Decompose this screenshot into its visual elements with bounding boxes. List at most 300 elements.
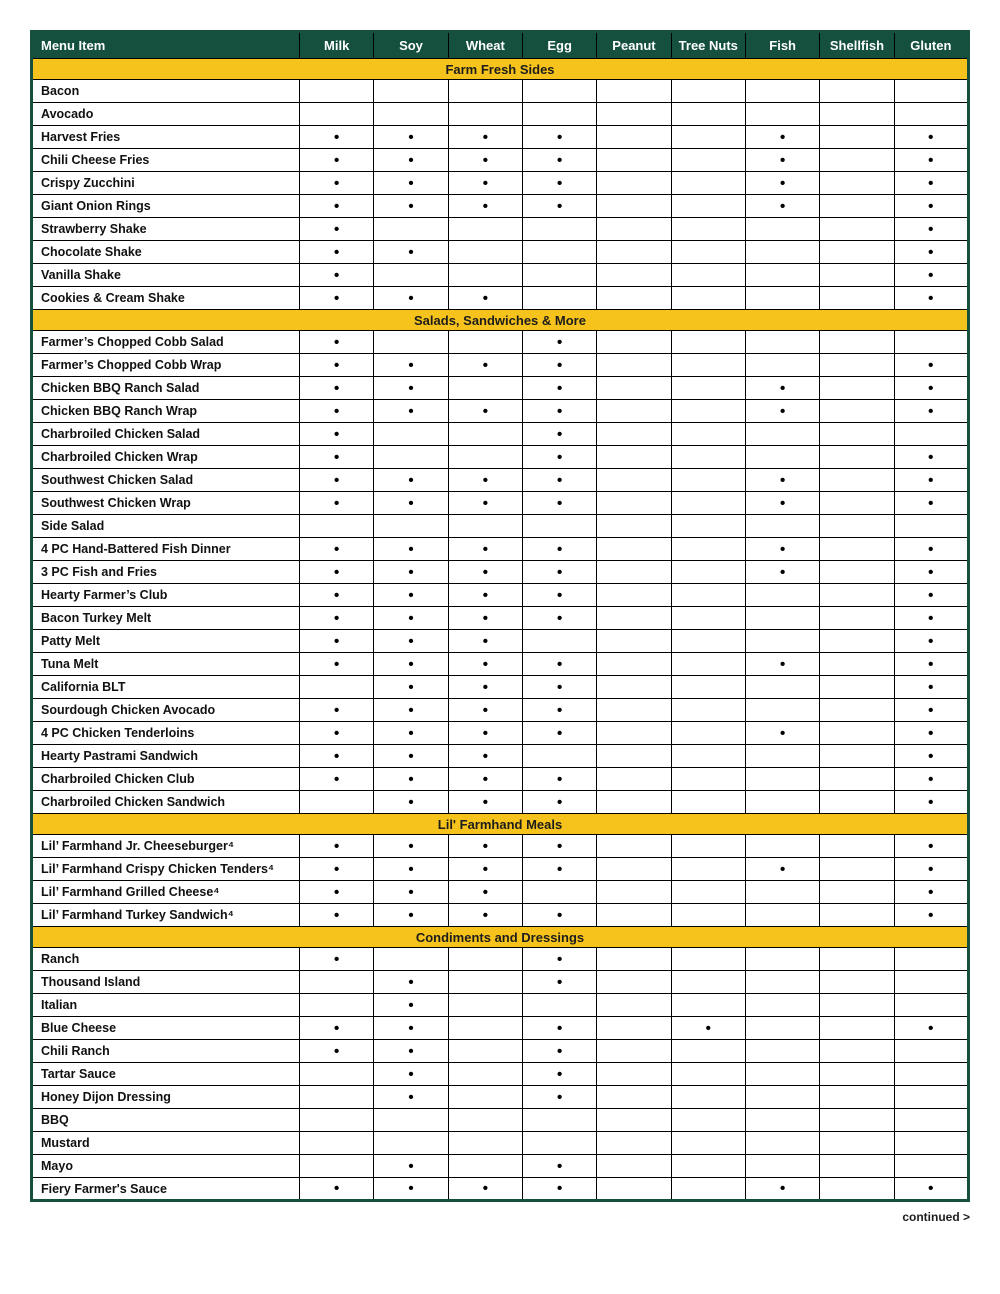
table-row <box>32 1040 969 1063</box>
allergen-dot-milk: • <box>300 1017 374 1040</box>
menu-item-name: Sourdough Chicken Avocado <box>32 699 300 722</box>
allergen-dot-milk: • <box>300 561 374 584</box>
allergen-cell-shellfish <box>820 1109 894 1132</box>
menu-item-name: Southwest Chicken Salad <box>32 469 300 492</box>
allergen-cell-gluten <box>894 994 968 1017</box>
allergen-dot-egg: • <box>522 584 596 607</box>
allergen-cell-shellfish <box>820 80 894 103</box>
menu-item-name: Farmer’s Chopped Cobb Salad <box>32 331 300 354</box>
allergen-cell-shellfish <box>820 835 894 858</box>
table-row <box>32 1109 969 1132</box>
allergen-cell-fish <box>745 103 819 126</box>
allergen-cell-shellfish <box>820 768 894 791</box>
column-header-soy: Soy <box>374 32 448 59</box>
allergen-cell-milk <box>300 80 374 103</box>
table-row <box>32 653 969 676</box>
allergen-cell-egg <box>522 1132 596 1155</box>
allergen-dot-egg: • <box>522 858 596 881</box>
allergen-cell-fish <box>745 287 819 310</box>
allergen-dot-wheat: • <box>448 1178 522 1201</box>
allergen-dot-milk: • <box>300 653 374 676</box>
table-row <box>32 354 969 377</box>
allergen-cell-tree_nuts <box>671 446 745 469</box>
allergen-cell-wheat <box>448 218 522 241</box>
allergen-cell-gluten <box>894 1063 968 1086</box>
allergen-cell-tree_nuts <box>671 172 745 195</box>
allergen-cell-peanut <box>597 653 671 676</box>
allergen-dot-wheat: • <box>448 584 522 607</box>
table-row <box>32 103 969 126</box>
menu-item-name: Avocado <box>32 103 300 126</box>
table-row <box>32 538 969 561</box>
table-row <box>32 858 969 881</box>
allergen-dot-milk: • <box>300 446 374 469</box>
allergen-cell-wheat <box>448 1155 522 1178</box>
table-row <box>32 1017 969 1040</box>
table-row <box>32 492 969 515</box>
allergen-cell-peanut <box>597 699 671 722</box>
allergen-cell-peanut <box>597 400 671 423</box>
allergen-cell-tree_nuts <box>671 80 745 103</box>
allergen-dot-gluten: • <box>894 241 968 264</box>
allergen-dot-wheat: • <box>448 607 522 630</box>
allergen-dot-wheat: • <box>448 791 522 814</box>
menu-item-name: Italian <box>32 994 300 1017</box>
table-row <box>32 126 969 149</box>
allergen-dot-gluten: • <box>894 858 968 881</box>
table-row <box>32 446 969 469</box>
allergen-cell-wheat <box>448 80 522 103</box>
allergen-cell-tree_nuts <box>671 676 745 699</box>
allergen-dot-gluten: • <box>894 561 968 584</box>
allergen-dot-wheat: • <box>448 400 522 423</box>
allergen-cell-tree_nuts <box>671 971 745 994</box>
allergen-dot-soy: • <box>374 126 448 149</box>
allergen-cell-shellfish <box>820 377 894 400</box>
allergen-dot-wheat: • <box>448 126 522 149</box>
menu-item-name: Patty Melt <box>32 630 300 653</box>
allergen-cell-tree_nuts <box>671 377 745 400</box>
allergen-cell-soy <box>374 331 448 354</box>
menu-item-name: Tartar Sauce <box>32 1063 300 1086</box>
allergen-cell-milk <box>300 515 374 538</box>
allergen-cell-shellfish <box>820 149 894 172</box>
allergen-cell-peanut <box>597 722 671 745</box>
allergen-cell-tree_nuts <box>671 653 745 676</box>
allergen-cell-tree_nuts <box>671 791 745 814</box>
allergen-cell-shellfish <box>820 400 894 423</box>
allergen-dot-wheat: • <box>448 653 522 676</box>
allergen-cell-wheat <box>448 1132 522 1155</box>
allergen-dot-soy: • <box>374 1040 448 1063</box>
allergen-cell-peanut <box>597 377 671 400</box>
allergen-dot-milk: • <box>300 172 374 195</box>
allergen-cell-shellfish <box>820 607 894 630</box>
allergen-cell-milk <box>300 103 374 126</box>
allergen-cell-tree_nuts <box>671 904 745 927</box>
column-header-fish: Fish <box>745 32 819 59</box>
allergen-dot-gluten: • <box>894 354 968 377</box>
allergen-cell-fish <box>745 423 819 446</box>
column-header-egg: Egg <box>522 32 596 59</box>
menu-item-name: Hearty Pastrami Sandwich <box>32 745 300 768</box>
allergen-cell-peanut <box>597 630 671 653</box>
allergen-cell-tree_nuts <box>671 1178 745 1201</box>
allergen-dot-milk: • <box>300 858 374 881</box>
menu-item-name: Harvest Fries <box>32 126 300 149</box>
allergen-cell-wheat <box>448 994 522 1017</box>
allergen-dot-fish: • <box>745 149 819 172</box>
allergen-dot-gluten: • <box>894 607 968 630</box>
table-row <box>32 1155 969 1178</box>
allergen-dot-milk: • <box>300 241 374 264</box>
column-header-wheat: Wheat <box>448 32 522 59</box>
allergen-cell-tree_nuts <box>671 584 745 607</box>
allergen-dot-soy: • <box>374 492 448 515</box>
allergen-dot-milk: • <box>300 745 374 768</box>
table-row <box>32 630 969 653</box>
allergen-cell-tree_nuts <box>671 103 745 126</box>
allergen-cell-peanut <box>597 538 671 561</box>
allergen-cell-shellfish <box>820 858 894 881</box>
table-row <box>32 904 969 927</box>
table-row <box>32 994 969 1017</box>
allergen-cell-shellfish <box>820 126 894 149</box>
table-row <box>32 515 969 538</box>
allergen-dot-wheat: • <box>448 354 522 377</box>
allergen-cell-fish <box>745 904 819 927</box>
allergen-cell-shellfish <box>820 561 894 584</box>
allergen-cell-milk <box>300 1109 374 1132</box>
menu-item-name: Crispy Zucchini <box>32 172 300 195</box>
allergen-dot-wheat: • <box>448 858 522 881</box>
allergen-cell-wheat <box>448 1086 522 1109</box>
allergen-dot-gluten: • <box>894 584 968 607</box>
allergen-cell-fish <box>745 80 819 103</box>
menu-item-name: Blue Cheese <box>32 1017 300 1040</box>
allergen-dot-soy: • <box>374 584 448 607</box>
allergen-cell-peanut <box>597 768 671 791</box>
allergen-dot-milk: • <box>300 1040 374 1063</box>
table-row <box>32 195 969 218</box>
allergen-dot-soy: • <box>374 994 448 1017</box>
allergen-cell-peanut <box>597 1109 671 1132</box>
allergen-dot-fish: • <box>745 538 819 561</box>
allergen-dot-soy: • <box>374 400 448 423</box>
allergen-cell-peanut <box>597 791 671 814</box>
allergen-dot-egg: • <box>522 835 596 858</box>
allergen-dot-egg: • <box>522 1040 596 1063</box>
allergen-cell-tree_nuts <box>671 354 745 377</box>
allergen-dot-fish: • <box>745 722 819 745</box>
table-row <box>32 791 969 814</box>
allergen-cell-shellfish <box>820 1155 894 1178</box>
allergen-cell-shellfish <box>820 538 894 561</box>
allergen-cell-tree_nuts <box>671 515 745 538</box>
allergen-cell-shellfish <box>820 1086 894 1109</box>
allergen-dot-milk: • <box>300 331 374 354</box>
allergen-dot-soy: • <box>374 904 448 927</box>
allergen-dot-gluten: • <box>894 492 968 515</box>
allergen-cell-shellfish <box>820 1178 894 1201</box>
menu-item-name: Lil’ Farmhand Grilled Cheese⁴ <box>32 881 300 904</box>
menu-item-name: California BLT <box>32 676 300 699</box>
allergen-cell-shellfish <box>820 1017 894 1040</box>
allergen-cell-fish <box>745 218 819 241</box>
allergen-dot-wheat: • <box>448 881 522 904</box>
allergen-cell-wheat <box>448 1109 522 1132</box>
allergen-cell-peanut <box>597 584 671 607</box>
allergen-cell-soy <box>374 103 448 126</box>
allergen-cell-peanut <box>597 1040 671 1063</box>
allergen-cell-milk <box>300 676 374 699</box>
allergen-dot-egg: • <box>522 446 596 469</box>
allergen-cell-tree_nuts <box>671 561 745 584</box>
allergen-dot-fish: • <box>745 653 819 676</box>
allergen-cell-tree_nuts <box>671 768 745 791</box>
menu-item-name: Charbroiled Chicken Sandwich <box>32 791 300 814</box>
allergen-dot-soy: • <box>374 241 448 264</box>
allergen-cell-shellfish <box>820 492 894 515</box>
allergen-cell-peanut <box>597 745 671 768</box>
allergen-cell-fish <box>745 768 819 791</box>
allergen-cell-tree_nuts <box>671 994 745 1017</box>
menu-item-name: 4 PC Chicken Tenderloins <box>32 722 300 745</box>
menu-item-name: Fiery Farmer's Sauce <box>32 1178 300 1201</box>
allergen-dot-gluten: • <box>894 904 968 927</box>
allergen-cell-peanut <box>597 469 671 492</box>
allergen-dot-egg: • <box>522 791 596 814</box>
allergen-dot-gluten: • <box>894 149 968 172</box>
allergen-dot-milk: • <box>300 881 374 904</box>
allergen-dot-egg: • <box>522 149 596 172</box>
allergen-cell-shellfish <box>820 1132 894 1155</box>
allergen-cell-tree_nuts <box>671 538 745 561</box>
allergen-cell-peanut <box>597 948 671 971</box>
allergen-cell-shellfish <box>820 971 894 994</box>
allergen-cell-shellfish <box>820 218 894 241</box>
allergen-dot-fish: • <box>745 195 819 218</box>
allergen-cell-soy <box>374 80 448 103</box>
allergen-dot-gluten: • <box>894 699 968 722</box>
allergen-cell-fish <box>745 971 819 994</box>
allergen-cell-shellfish <box>820 264 894 287</box>
allergen-dot-soy: • <box>374 469 448 492</box>
allergen-cell-tree_nuts <box>671 218 745 241</box>
allergen-dot-gluten: • <box>894 881 968 904</box>
allergen-cell-shellfish <box>820 172 894 195</box>
allergen-dot-wheat: • <box>448 630 522 653</box>
allergen-cell-gluten <box>894 515 968 538</box>
allergen-dot-milk: • <box>300 768 374 791</box>
allergen-dot-soy: • <box>374 858 448 881</box>
table-row <box>32 948 969 971</box>
allergen-cell-shellfish <box>820 904 894 927</box>
allergen-cell-tree_nuts <box>671 881 745 904</box>
allergen-cell-tree_nuts <box>671 1155 745 1178</box>
allergen-cell-peanut <box>597 241 671 264</box>
allergen-dot-tree_nuts: • <box>671 1017 745 1040</box>
allergen-cell-peanut <box>597 835 671 858</box>
table-row <box>32 400 969 423</box>
allergen-dot-egg: • <box>522 492 596 515</box>
allergen-dot-milk: • <box>300 354 374 377</box>
allergen-cell-shellfish <box>820 469 894 492</box>
allergen-dot-wheat: • <box>448 561 522 584</box>
allergen-cell-fish <box>745 354 819 377</box>
allergen-cell-egg <box>522 264 596 287</box>
menu-item-name: BBQ <box>32 1109 300 1132</box>
allergen-cell-peanut <box>597 1017 671 1040</box>
allergen-cell-soy <box>374 1109 448 1132</box>
allergen-cell-peanut <box>597 331 671 354</box>
allergen-cell-fish <box>745 331 819 354</box>
allergen-cell-soy <box>374 948 448 971</box>
allergen-cell-tree_nuts <box>671 126 745 149</box>
allergen-dot-gluten: • <box>894 676 968 699</box>
section-title: Condiments and Dressings <box>32 927 969 948</box>
allergen-cell-gluten <box>894 1109 968 1132</box>
allergen-cell-tree_nuts <box>671 1040 745 1063</box>
allergen-dot-egg: • <box>522 607 596 630</box>
allergen-dot-milk: • <box>300 469 374 492</box>
allergen-cell-tree_nuts <box>671 469 745 492</box>
allergen-dot-gluten: • <box>894 1017 968 1040</box>
allergen-dot-soy: • <box>374 195 448 218</box>
allergen-dot-soy: • <box>374 149 448 172</box>
allergen-cell-wheat <box>448 1063 522 1086</box>
allergen-dot-wheat: • <box>448 904 522 927</box>
allergen-cell-fish <box>745 1086 819 1109</box>
allergen-dot-egg: • <box>522 699 596 722</box>
allergen-cell-tree_nuts <box>671 492 745 515</box>
allergen-dot-wheat: • <box>448 195 522 218</box>
allergen-dot-milk: • <box>300 400 374 423</box>
table-row <box>32 584 969 607</box>
allergen-dot-egg: • <box>522 172 596 195</box>
allergen-cell-tree_nuts <box>671 1063 745 1086</box>
allergen-dot-egg: • <box>522 768 596 791</box>
allergen-dot-milk: • <box>300 1178 374 1201</box>
allergen-cell-peanut <box>597 971 671 994</box>
allergen-cell-soy <box>374 515 448 538</box>
allergen-dot-soy: • <box>374 1086 448 1109</box>
allergen-cell-gluten <box>894 1086 968 1109</box>
allergen-dot-egg: • <box>522 722 596 745</box>
allergen-table <box>30 30 970 1202</box>
allergen-cell-milk <box>300 994 374 1017</box>
allergen-dot-soy: • <box>374 1063 448 1086</box>
allergen-cell-tree_nuts <box>671 1132 745 1155</box>
allergen-dot-egg: • <box>522 1155 596 1178</box>
allergen-cell-peanut <box>597 218 671 241</box>
menu-item-name: Chicken BBQ Ranch Wrap <box>32 400 300 423</box>
allergen-dot-soy: • <box>374 377 448 400</box>
allergen-cell-shellfish <box>820 241 894 264</box>
allergen-dot-egg: • <box>522 676 596 699</box>
allergen-dot-soy: • <box>374 607 448 630</box>
allergen-dot-soy: • <box>374 835 448 858</box>
allergen-cell-shellfish <box>820 103 894 126</box>
allergen-cell-peanut <box>597 1155 671 1178</box>
allergen-cell-shellfish <box>820 881 894 904</box>
allergen-dot-egg: • <box>522 400 596 423</box>
column-header-menu-item: Menu Item <box>32 32 300 59</box>
allergen-cell-peanut <box>597 881 671 904</box>
menu-item-name: Charbroiled Chicken Salad <box>32 423 300 446</box>
allergen-cell-tree_nuts <box>671 241 745 264</box>
allergen-cell-wheat <box>448 103 522 126</box>
allergen-dot-gluten: • <box>894 126 968 149</box>
table-row <box>32 469 969 492</box>
allergen-cell-fish <box>745 699 819 722</box>
allergen-cell-egg <box>522 994 596 1017</box>
allergen-dot-egg: • <box>522 971 596 994</box>
table-row <box>32 218 969 241</box>
allergen-cell-wheat <box>448 264 522 287</box>
allergen-cell-gluten <box>894 1155 968 1178</box>
allergen-cell-fish <box>745 446 819 469</box>
menu-item-name: Thousand Island <box>32 971 300 994</box>
section-header-row <box>32 59 969 80</box>
allergen-dot-soy: • <box>374 791 448 814</box>
allergen-cell-shellfish <box>820 791 894 814</box>
table-row <box>32 1086 969 1109</box>
allergen-cell-milk <box>300 1155 374 1178</box>
section-header-row <box>32 927 969 948</box>
allergen-cell-egg <box>522 103 596 126</box>
allergen-dot-fish: • <box>745 126 819 149</box>
menu-item-name: Bacon <box>32 80 300 103</box>
allergen-cell-tree_nuts <box>671 948 745 971</box>
allergen-dot-soy: • <box>374 538 448 561</box>
allergen-dot-egg: • <box>522 561 596 584</box>
allergen-cell-shellfish <box>820 584 894 607</box>
table-row <box>32 377 969 400</box>
allergen-cell-peanut <box>597 126 671 149</box>
allergen-dot-soy: • <box>374 630 448 653</box>
allergen-dot-soy: • <box>374 699 448 722</box>
allergen-cell-peanut <box>597 676 671 699</box>
allergen-dot-soy: • <box>374 768 448 791</box>
allergen-dot-gluten: • <box>894 745 968 768</box>
allergen-cell-tree_nuts <box>671 1109 745 1132</box>
allergen-cell-wheat <box>448 1040 522 1063</box>
allergen-cell-peanut <box>597 287 671 310</box>
allergen-dot-soy: • <box>374 287 448 310</box>
allergen-cell-gluten <box>894 971 968 994</box>
allergen-cell-wheat <box>448 377 522 400</box>
allergen-cell-peanut <box>597 172 671 195</box>
allergen-dot-milk: • <box>300 948 374 971</box>
allergen-dot-gluten: • <box>894 287 968 310</box>
allergen-dot-soy: • <box>374 676 448 699</box>
allergen-cell-shellfish <box>820 630 894 653</box>
menu-item-name: Southwest Chicken Wrap <box>32 492 300 515</box>
allergen-cell-shellfish <box>820 195 894 218</box>
allergen-cell-egg <box>522 80 596 103</box>
menu-item-name: Bacon Turkey Melt <box>32 607 300 630</box>
allergen-cell-peanut <box>597 904 671 927</box>
allergen-cell-egg <box>522 218 596 241</box>
allergen-cell-shellfish <box>820 722 894 745</box>
allergen-dot-gluten: • <box>894 218 968 241</box>
continued-note: continued > <box>902 1210 970 1224</box>
allergen-cell-gluten <box>894 423 968 446</box>
allergen-cell-shellfish <box>820 446 894 469</box>
menu-item-name: Chili Cheese Fries <box>32 149 300 172</box>
allergen-dot-egg: • <box>522 653 596 676</box>
